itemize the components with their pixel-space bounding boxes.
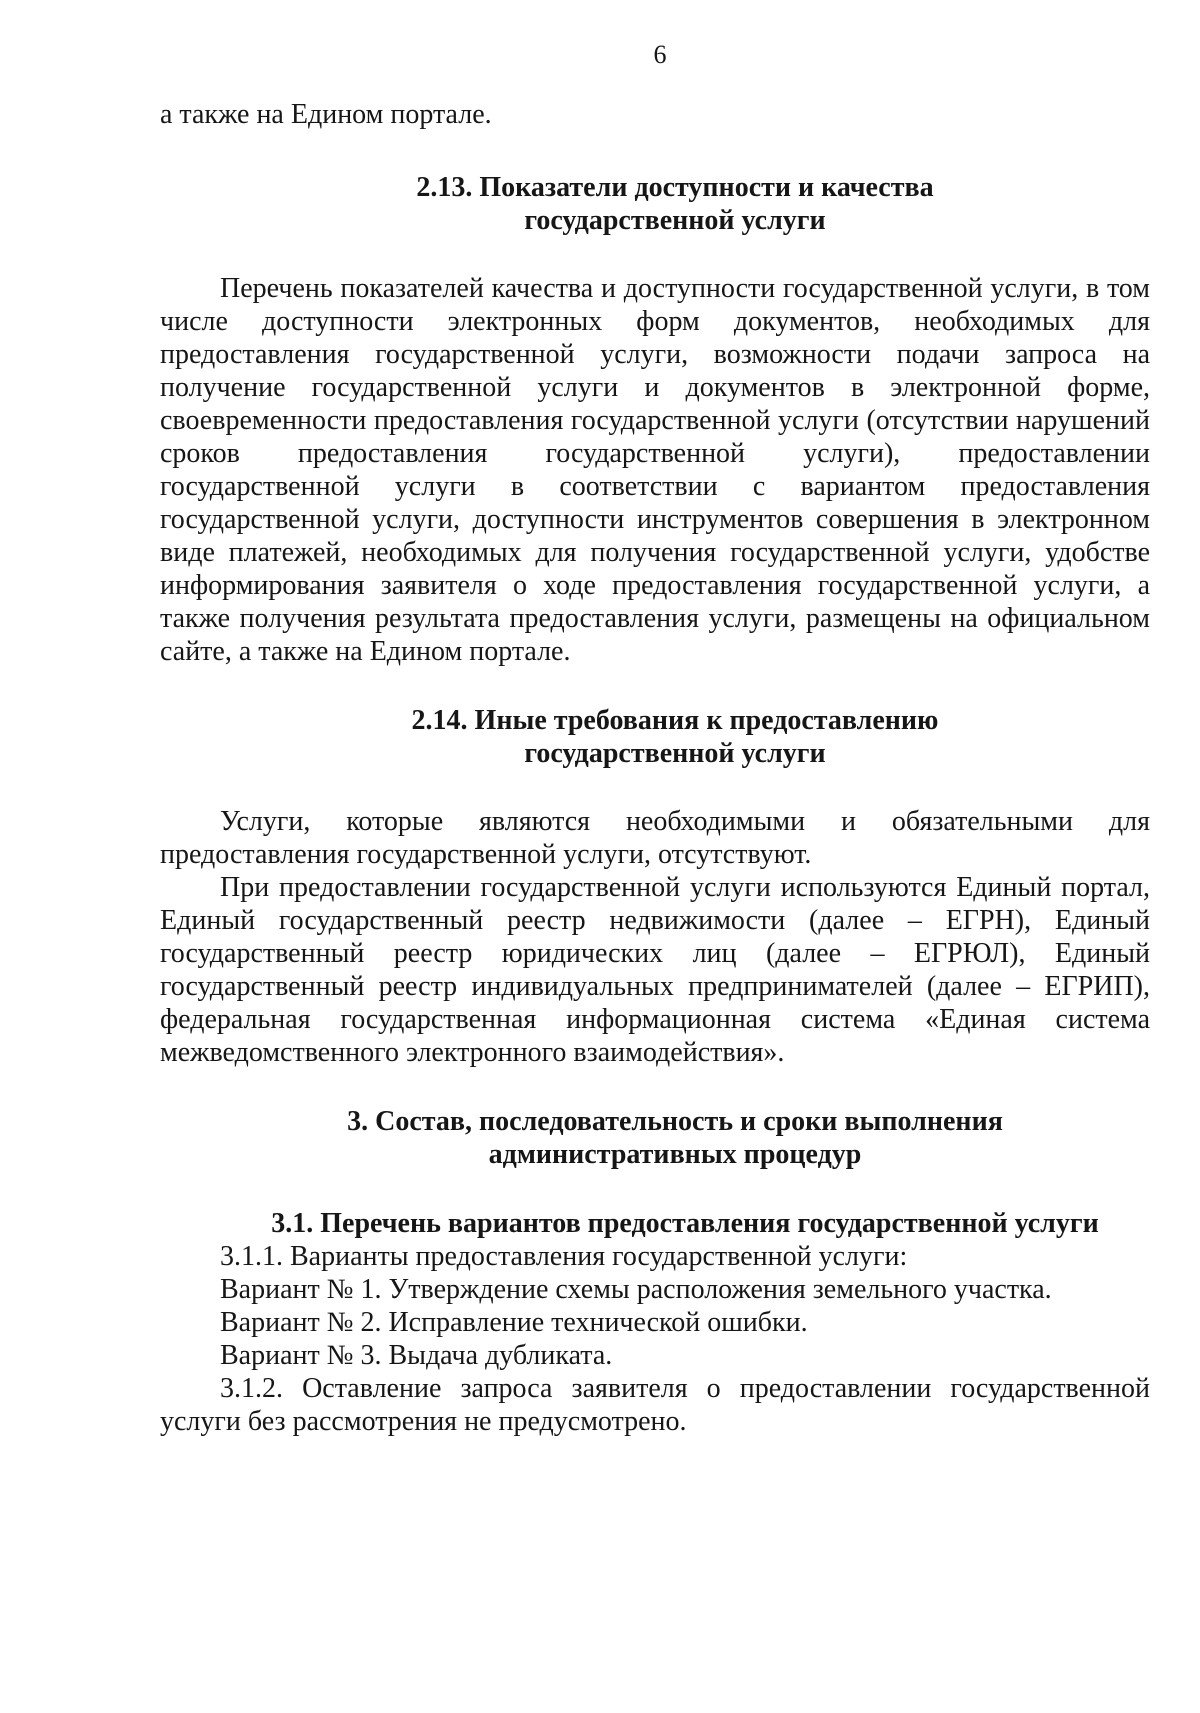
section-2-13-paragraph: Перечень показателей качества и доступности государственной услуги, в том числе доступности электронных форм документов, необходимых для предоставления государственной услуги, возможности подачи запроса на получение государственной услуги и документов в электронной форме, своевременности предоставления государственной услуги (отсутствии нарушений сроков предоставления государственной услуги), предоставлении государственной услуги в соответствии с вариантом предоставления государственной услуги, доступности инструментов совершения в электронном виде платежей, необходимых для получения государственной услуги, удобстве информирования заявителя о ходе предоставления государственной услуги, а также получения результата предоставления услуги, размещены на официальном сайте, а также на Едином портале. [160, 273, 1150, 667]
section-3-heading-line1: 3. Состав, последовательность и сроки выполнения [347, 1106, 1003, 1137]
section-2-14-heading [160, 704, 1150, 770]
section-2-14-heading-line1: 2.14. Иные требования к предоставлению [411, 705, 939, 736]
section-2-14-paragraph-2: При предоставлении государственной услуги используются Единый портал, Единый государственный реестр недвижимости (далее – ЕГРН), Единый государственный реестр юридических лиц (далее – ЕГРЮЛ), Единый государственный реестр индивидуальных предпринимателей (далее – ЕГРИП), федеральная государственная информационная система «Единая система межведомственного электронного взаимодействия». [160, 872, 1150, 1068]
section-2-13-heading-line1: 2.13. Показатели доступности и качества [416, 172, 934, 203]
section-2-13-heading-line2: государственной услуги [524, 205, 826, 236]
variant-3: Вариант № 3. Выдача дубликата. [220, 1340, 613, 1371]
page-number: 6 [653, 40, 667, 69]
section-3-1-heading: 3.1. Перечень вариантов предоставления государственной услуги [271, 1208, 1099, 1239]
variant-1: Вариант № 1. Утверждение схемы расположения земельного участка. [220, 1274, 1052, 1305]
section-3-heading-line2: административных процедур [488, 1139, 862, 1170]
section-2-14-heading-line2: государственной услуги [524, 738, 826, 769]
item-3-1-1: 3.1.1. Варианты предоставления государственной услуги: [220, 1241, 908, 1272]
section-3-heading [160, 1105, 1150, 1171]
document-body [160, 98, 1150, 1438]
item-3-1-2: 3.1.2. Оставление запроса заявителя о предоставлении государственной услуги без рассмотрения не предусмотрено. [160, 1373, 1150, 1437]
variant-2: Вариант № 2. Исправление технической ошибки. [220, 1307, 808, 1338]
section-2-14-paragraph-1: Услуги, которые являются необходимыми и обязательными для предоставления государственной услуги, отсутствуют. [160, 806, 1150, 870]
section-2-13-heading [160, 171, 1150, 237]
intro-line: а также на Едином портале. [160, 99, 492, 130]
